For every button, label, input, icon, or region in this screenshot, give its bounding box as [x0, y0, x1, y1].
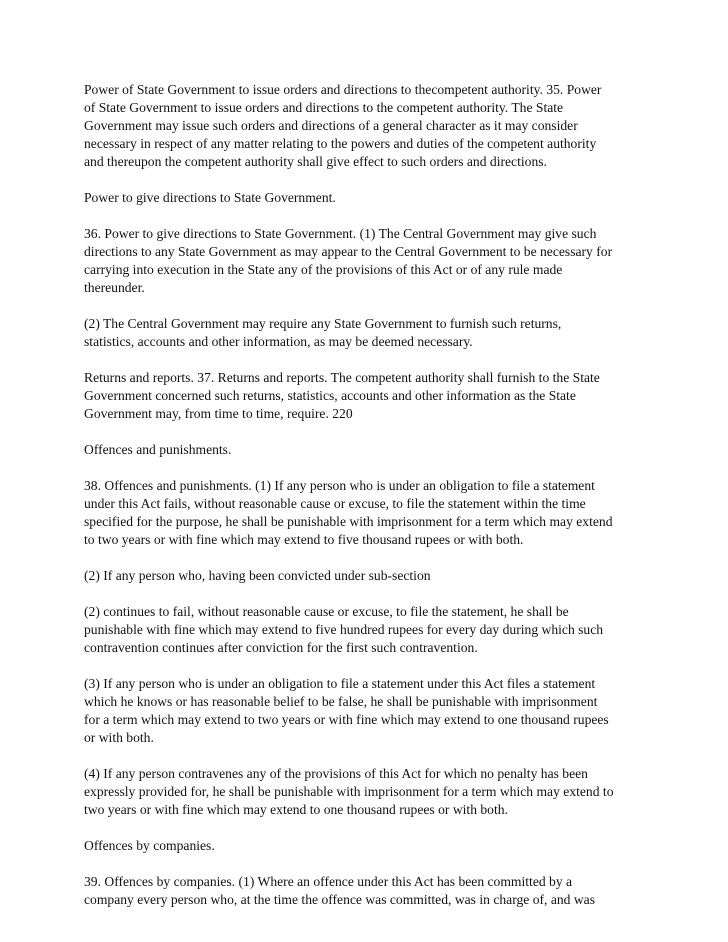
paragraph-section-35 — [84, 81, 650, 171]
text-line: Offences by companies. — [84, 838, 215, 853]
text-line: to two years or with fine which may extend to five thousand rupees or with both. — [84, 532, 524, 547]
text-line: for a term which may extend to two years or with fine which may extend to one thousand rupees — [84, 712, 609, 727]
heading-section-36 — [84, 189, 650, 207]
text-line: expressly provided for, he shall be punishable with imprisonment for a term which may extend to — [84, 784, 614, 799]
paragraph-section-38-2a — [84, 567, 650, 585]
text-line: Power to give directions to State Government. — [84, 190, 336, 205]
text-line: Government concerned such returns, statistics, accounts and other information as the State — [84, 388, 576, 403]
paragraph-section-38-3 — [84, 675, 650, 747]
paragraph-section-37 — [84, 369, 650, 423]
text-line: which he knows or has reasonable belief to be false, he shall be punishable with imprisonment — [84, 694, 598, 709]
document-body — [84, 81, 650, 927]
text-line: contravention continues after conviction for the first such contravention. — [84, 640, 478, 655]
text-line: (2) If any person who, having been convicted under sub-section — [84, 568, 431, 583]
paragraph-section-36-2 — [84, 315, 650, 351]
text-line: (4) If any person contravenes any of the provisions of this Act for which no penalty has been — [84, 766, 588, 781]
text-line: of State Government to issue orders and directions to the competent authority. The State — [84, 100, 564, 115]
text-line: 36. Power to give directions to State Government. (1) The Central Government may give such — [84, 226, 597, 241]
text-line: Offences and punishments. — [84, 442, 232, 457]
paragraph-section-38-4 — [84, 765, 650, 819]
text-line: 38. Offences and punishments. (1) If any person who is under an obligation to file a statement — [84, 478, 595, 493]
text-line: specified for the purpose, he shall be punishable with imprisonment for a term which may extend — [84, 514, 613, 529]
paragraph-section-39-1 — [84, 873, 650, 909]
text-line: and thereupon the competent authority shall give effect to such orders and directions. — [84, 154, 547, 169]
paragraph-section-36-1 — [84, 225, 650, 297]
paragraph-section-38-1 — [84, 477, 650, 549]
text-line: (3) If any person who is under an obligation to file a statement under this Act files a statement — [84, 676, 596, 691]
text-line: statistics, accounts and other information, as may be deemed necessary. — [84, 334, 473, 349]
heading-section-39 — [84, 837, 650, 855]
text-line: Government may issue such orders and directions of a general character as it may consider — [84, 118, 578, 133]
text-line: (2) continues to fail, without reasonable cause or excuse, to file the statement, he shall be — [84, 604, 569, 619]
text-line: carrying into execution in the State any of the provisions of this Act or of any rule made — [84, 262, 563, 277]
heading-section-38 — [84, 441, 650, 459]
text-line: necessary in respect of any matter relating to the powers and duties of the competent authority — [84, 136, 597, 151]
text-line: two years or with fine which may extend to one thousand rupees or with both. — [84, 802, 508, 817]
paragraph-section-38-2b — [84, 603, 650, 657]
text-line: 39. Offences by companies. (1) Where an offence under this Act has been committed by a — [84, 874, 573, 889]
text-line: company every person who, at the time the offence was committed, was in charge of, and was — [84, 892, 595, 907]
text-line: or with both. — [84, 730, 154, 745]
text-line: directions to any State Government as may appear to the Central Government to be necessary for — [84, 244, 613, 259]
text-line: under this Act fails, without reasonable cause or excuse, to file the statement within the time — [84, 496, 586, 511]
text-line: punishable with fine which may extend to five hundred rupees for every day during which such — [84, 622, 604, 637]
text-line: thereunder. — [84, 280, 145, 295]
text-line: Government may, from time to time, require. 220 — [84, 406, 353, 421]
text-line: Power of State Government to issue orders and directions to thecompetent authority. 35. Power — [84, 82, 602, 97]
text-line: (2) The Central Government may require any State Government to furnish such returns, — [84, 316, 562, 331]
text-line: Returns and reports. 37. Returns and reports. The competent authority shall furnish to the State — [84, 370, 600, 385]
